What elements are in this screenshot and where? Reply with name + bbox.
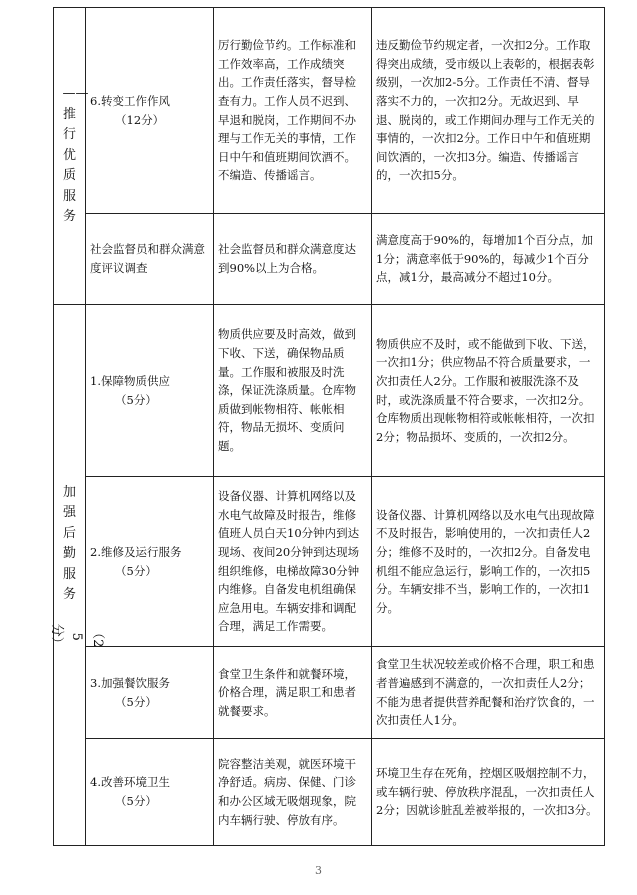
- item-score: （12分）: [115, 112, 165, 127]
- item-cell: [86, 477, 214, 647]
- penalty-cell: 满意度高于90%的，每增加1个百分点，加1分；满意率低于90%的，每减少1个百分点，减1分，最高减分不超过10分。: [372, 214, 605, 305]
- penalty-cell: 违反勤俭节约规定者，一次扣2分。工作取得突出成绩，受市级以上表彰的，根据表彰级别，一次加2-5分。工作责任不清、督导落实不力的，一次扣2分。无故迟到、早退、脱岗的，或工作期间办理与工作无关的事情的，一次扣2分。工作日中午和值班期间饮酒的，一次扣3分。编造、传播谣言的，一次扣5分。: [372, 8, 605, 214]
- assessment-table: [48, 7, 605, 846]
- item-score: （5分）: [115, 392, 157, 407]
- item-cell: [86, 739, 214, 846]
- standard-cell: 院容整洁美观，就医环境干净舒适。病房、保健、门诊和办公区域无吸烟现象，院内车辆行驶、停放有序。: [214, 739, 372, 846]
- penalty-cell: 食堂卫生状况较差或价格不合理，职工和患者普遍感到不满意的，一次扣责任人2分；不能为患者提供营养配餐和治疗饮食的，一次扣责任人1分。: [372, 647, 605, 739]
- item-cell: [86, 8, 214, 214]
- category-label: 加强后勤服务: [62, 484, 76, 603]
- category-label: ——推行优质服务: [62, 86, 89, 225]
- table-row: [54, 739, 605, 846]
- item-title: 社会监督员和群众满意度评议调查: [90, 242, 205, 275]
- item-score: （5分）: [115, 563, 157, 578]
- item-score: （5分）: [115, 694, 157, 709]
- item-title: 4.改善环境卫生: [90, 775, 170, 790]
- item-title: 1.保障物质供应: [90, 373, 170, 388]
- item-cell: [86, 214, 214, 305]
- category-score: （25分）: [48, 623, 105, 650]
- item-score: （5分）: [115, 794, 157, 808]
- table-row: [54, 647, 605, 739]
- penalty-cell: 环境卫生存在死角，控烟区吸烟控制不力，或车辆行驶、停放秩序混乱，一次扣责任人2分；因就诊脏乱差被举报的，一次扣3分。: [372, 739, 605, 846]
- standard-cell: 物质供应要及时高效，做到下收、下送，确保物品质量。工作服和被服及时洗涤，保证洗涤质量。仓库物质做到帐物相符、帐帐相符，物品无损坏、变质问题。: [214, 305, 372, 477]
- item-title: 2.维修及运行服务: [90, 544, 182, 559]
- standard-cell: 食堂卫生条件和就餐环境，价格合理，满足职工和患者就餐要求。: [214, 647, 372, 739]
- item-cell: [86, 305, 214, 477]
- item-cell: [86, 647, 214, 739]
- table-row: [54, 8, 605, 214]
- penalty-cell: 物质供应不及时，或不能做到下收、下送，一次扣1分；供应物品不符合质量要求，一次扣责任人2分。工作服和被服洗涤不及时，或洗涤质量不符合要求，一次扣2分。仓库物质出现帐物相符或帐帐相符，一次扣2分；物品损坏、变质的，一次扣2分。: [372, 305, 605, 477]
- table-row: [54, 305, 605, 477]
- standard-cell: 厉行勤俭节约。工作标准和工作效率高，工作成绩突出。工作责任落实，督导检查有力。工作人员不迟到、早退和脱岗，工作期间不办理与工作无关的事情，工作日中午和值班期间饮酒不。不编造、传播谣言。: [214, 8, 372, 214]
- category-cell: [54, 8, 89, 305]
- item-title: 6.转变工作作风: [90, 93, 170, 108]
- table-row: [54, 214, 605, 305]
- category-cell: [48, 305, 105, 846]
- table-row: [54, 477, 605, 647]
- item-title: 3.加强餐饮服务: [90, 675, 170, 690]
- standard-cell: 设备仪器、计算机网络以及水电气故障及时报告，维修值班人员白天10分钟内到达现场、夜间20分钟到达现场组织维修，电梯故障30分钟内维修。自备发电机组确保应急用电。车辆安排和调配合理，满足工作需要。: [214, 477, 372, 647]
- penalty-cell: 设备仪器、计算机网络以及水电气出现故障不及时报告，影响使用的，一次扣责任人2分；维修不及时的，一次扣2分。自备发电机组不能应急运行，影响工作的，一次扣5分。车辆安排不当，影响工作的，一次扣1分。: [372, 477, 605, 647]
- page-number: 3: [315, 864, 322, 877]
- standard-cell: 社会监督员和群众满意度达到90%以上为合格。: [214, 214, 372, 305]
